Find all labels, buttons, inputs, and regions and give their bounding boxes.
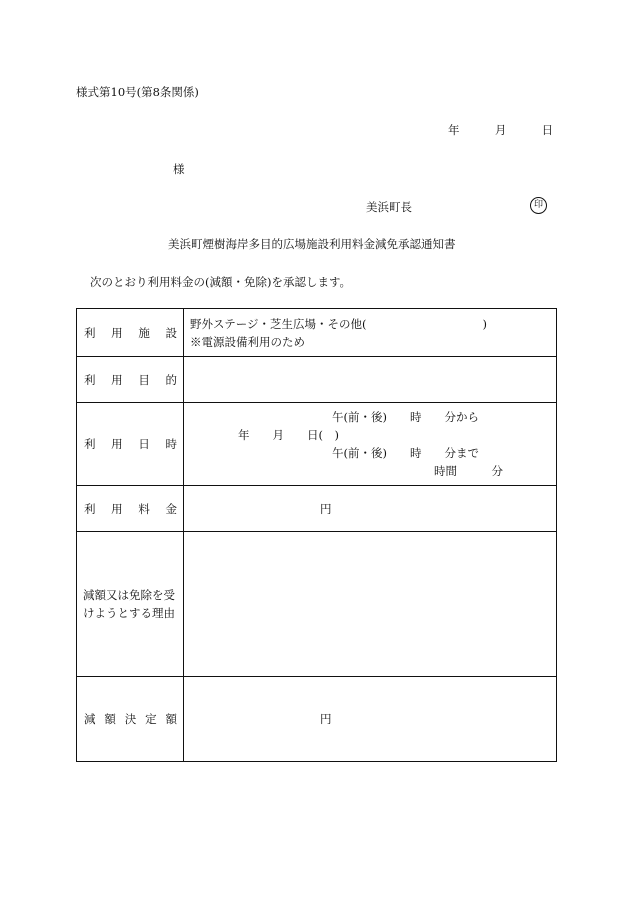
datetime-end: 午(前・後) 時 分まで: [332, 446, 479, 460]
date-day: 日: [541, 123, 554, 137]
date-year: 年: [448, 123, 460, 137]
row-decision: [77, 677, 557, 762]
row-facility: [77, 309, 557, 357]
label-facility: 利 用 施 設: [77, 309, 184, 357]
label-purpose: 利 用 目 的: [77, 357, 184, 403]
datetime-start: 午(前・後) 時 分から: [332, 410, 479, 424]
facility-note: ※電源設備利用のため: [190, 334, 305, 349]
label-decision: 減 額 決 定 額: [77, 677, 184, 762]
decision-unit: 円: [320, 712, 332, 726]
document-title: 美浜町煙樹海岸多目的広場施設利用料金減免承認通知書: [168, 237, 456, 251]
row-datetime: [77, 403, 557, 486]
row-fee: [77, 486, 557, 532]
seal-mark: 印: [530, 197, 547, 214]
value-decision[interactable]: [184, 677, 557, 762]
label-reason: 減額又は免除を受けようとする理由: [77, 532, 184, 677]
value-datetime[interactable]: [184, 403, 557, 486]
row-reason: [77, 532, 557, 677]
value-fee[interactable]: [184, 486, 557, 532]
facility-options: 野外ステージ・芝生広場・その他( ): [190, 316, 488, 331]
date-month: 月: [494, 123, 507, 137]
datetime-date: 年 月 日( ): [238, 428, 339, 442]
value-purpose[interactable]: [184, 357, 557, 403]
form-number: 様式第10号(第8条関係): [76, 85, 199, 99]
recipient-suffix: 様: [173, 162, 185, 176]
issuer-name: 美浜町長: [366, 200, 412, 214]
fee-unit: 円: [320, 502, 332, 516]
value-reason[interactable]: [184, 532, 557, 677]
approval-table: [76, 308, 557, 762]
date-line: [448, 122, 553, 138]
datetime-duration: 時間 分: [434, 464, 503, 478]
label-fee: 利 用 料 金: [77, 486, 184, 532]
value-facility[interactable]: [184, 309, 557, 357]
row-purpose: [77, 357, 557, 403]
intro-text: 次のとおり利用料金の(減額・免除)を承認します。: [90, 275, 352, 289]
label-datetime: 利 用 日 時: [77, 403, 184, 486]
